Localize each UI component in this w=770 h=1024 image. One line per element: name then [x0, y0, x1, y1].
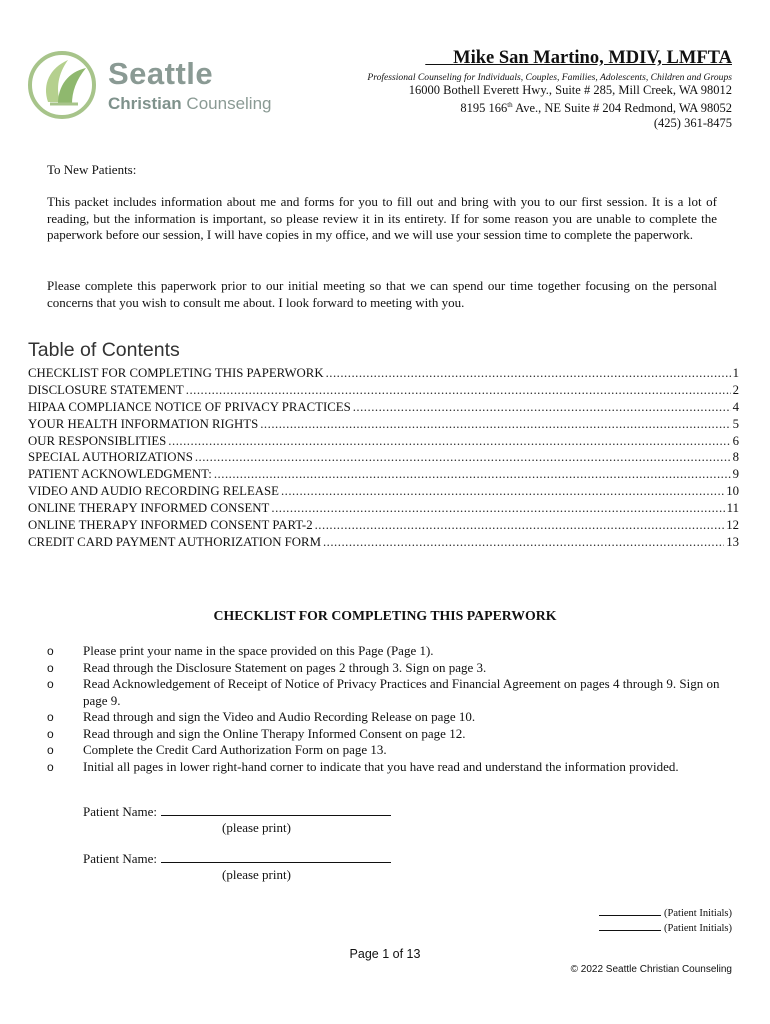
- logo-word-counseling: Counseling: [186, 94, 272, 113]
- leaf-icon: [28, 50, 100, 120]
- bullet-icon: o: [47, 644, 54, 658]
- toc-title: Table of Contents: [28, 339, 180, 361]
- checklist: [47, 643, 747, 775]
- checklist-item: o Please print your name in the space provided on this Page (Page 1).: [47, 643, 434, 658]
- checklist-item: o Read Acknowledgement of Receipt of Notice of Privacy Practices and Financial Agreement on pages 4 through 9. Sign on page 9.: [47, 676, 720, 708]
- toc-entry[interactable]: CHECKLIST FOR COMPLETING THIS PAPERWORK ..... 1: [28, 366, 739, 383]
- bullet-icon: o: [47, 743, 54, 757]
- toc-entry[interactable]: SPECIAL AUTHORIZATIONS ..... 8: [28, 450, 739, 467]
- patient-name-field-2[interactable]: Patient Name:: [83, 850, 391, 867]
- patient-name-line[interactable]: [161, 850, 391, 863]
- print-hint: (please print): [222, 867, 291, 882]
- toc-entry[interactable]: PATIENT ACKNOWLEDGMENT: ..... 9: [28, 467, 739, 484]
- patient-initials-2[interactable]: (Patient Initials): [599, 921, 732, 936]
- patient-name-field-1[interactable]: Patient Name:: [83, 803, 391, 820]
- therapist-name: Mike San Martino, MDIV, LMFTA: [453, 48, 732, 68]
- greeting: To New Patients:: [47, 162, 137, 177]
- toc-entry[interactable]: DISCLOSURE STATEMENT ..... 2: [28, 383, 739, 400]
- company-logo: [28, 50, 308, 120]
- toc-entry[interactable]: OUR RESPONSIBLITIES ..... 6: [28, 434, 739, 451]
- table-of-contents: [28, 366, 739, 552]
- phone-number: (425) 361-8475: [653, 116, 732, 131]
- bullet-icon: o: [47, 726, 54, 741]
- logo-word-seattle: Seattle: [108, 56, 214, 91]
- checklist-item: o Read through the Disclosure Statement on pages 2 through 3. Sign on page 3.: [47, 659, 487, 675]
- bullet-icon: o: [47, 677, 54, 691]
- toc-entry[interactable]: ONLINE THERAPY INFORMED CONSENT ..... 11: [28, 501, 739, 518]
- print-hint: (please print): [222, 820, 291, 835]
- copyright: © 2022 Seattle Christian Counseling: [570, 964, 732, 975]
- address-redmond: 8195 166th Ave., NE Suite # 204 Redmond, WA 98052: [460, 101, 732, 116]
- bullet-icon: o: [47, 710, 54, 724]
- logo-subtitle: [108, 94, 271, 114]
- page-number: Page 1 of 13: [349, 947, 421, 961]
- toc-entry[interactable]: YOUR HEALTH INFORMATION RIGHTS ..... 5: [28, 417, 739, 434]
- checklist-item: o Read through and sign the Online Therapy Informed Consent on page 12.: [47, 725, 466, 741]
- checklist-item: o Complete the Credit Card Authorization Form on page 13.: [47, 742, 387, 757]
- toc-entry[interactable]: HIPAA COMPLIANCE NOTICE OF PRIVACY PRACTICES ..... 4: [28, 400, 739, 417]
- practice-tagline: Professional Counseling for Individuals, Couples, Families, Adolescents, Children and Groups: [367, 72, 732, 83]
- patient-initials-1[interactable]: (Patient Initials): [599, 906, 732, 921]
- intro-paragraph-1: This packet includes information about me and forms for you to fill out and bring with you to our first session. It is a lot of reading, but the information is important, so please review it in its entirety. If for some reason you are unable to complete the paperwork before our session, I will have copies in my office, and we will use your session time to complete the paperwork.: [47, 194, 717, 243]
- toc-entry[interactable]: CREDIT CARD PAYMENT AUTHORIZATION FORM ..... 13: [28, 535, 739, 552]
- toc-entry[interactable]: ONLINE THERAPY INFORMED CONSENT PART-2 ..... 12: [28, 518, 739, 535]
- address-mill-creek: 16000 Bothell Everett Hwy., Suite # 285, Mill Creek, WA 98012: [408, 83, 732, 97]
- letterhead: [292, 48, 732, 131]
- bullet-icon: o: [47, 660, 54, 675]
- patient-initials-block: [599, 906, 732, 935]
- toc-entry[interactable]: VIDEO AND AUDIO RECORDING RELEASE ..... 10: [28, 484, 739, 501]
- checklist-item: o Initial all pages in lower right-hand corner to indicate that you have read and understand the information provided.: [47, 758, 679, 774]
- checklist-item: o Read through and sign the Video and Audio Recording Release on page 10.: [47, 709, 476, 724]
- patient-name-line[interactable]: [161, 803, 391, 816]
- bullet-icon: o: [47, 759, 54, 774]
- logo-word-christian: Christian: [108, 94, 182, 113]
- checklist-title: CHECKLIST FOR COMPLETING THIS PAPERWORK: [213, 608, 557, 623]
- intro-paragraph-2: Please complete this paperwork prior to our initial meeting so that we can spend our time together focusing on the personal concerns that you wish to consult me about. I look forward to meeting with you.: [47, 278, 717, 310]
